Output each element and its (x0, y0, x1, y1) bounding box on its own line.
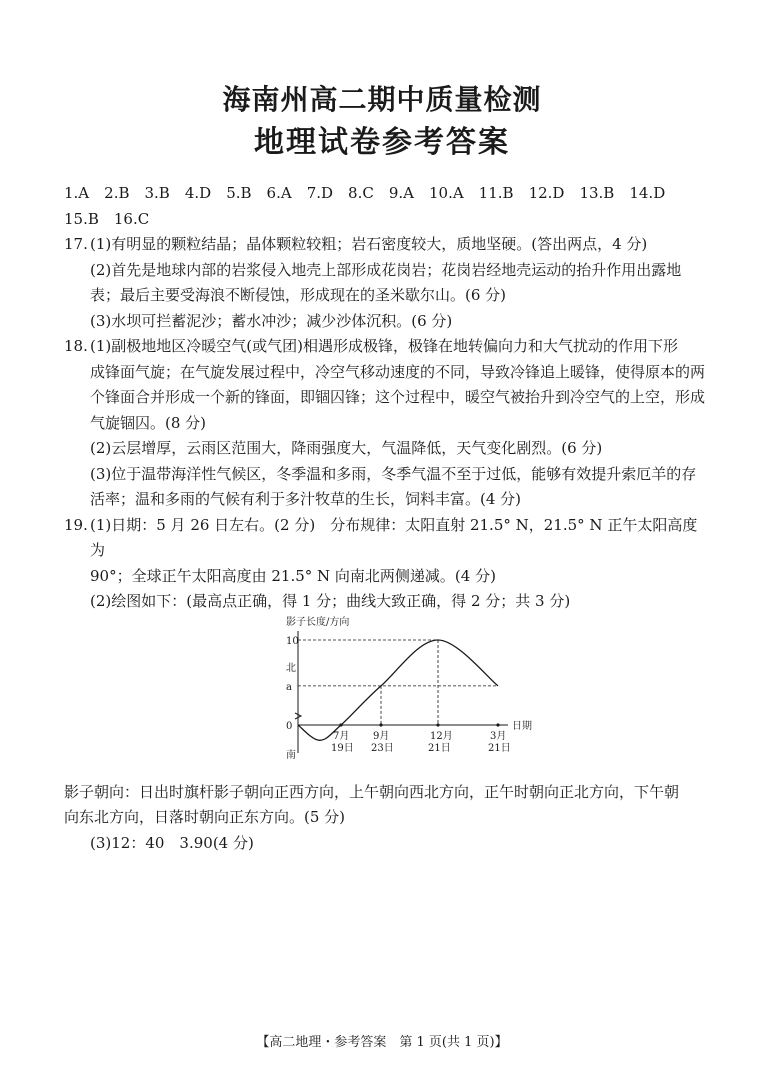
y-tick-label: 南 (286, 749, 296, 761)
mc-answer: 11.B (478, 184, 514, 202)
mc-answer: 14.D (629, 184, 666, 202)
answer-text: 影子朝向：日出时旗杆影子朝向正西方向，上午朝向西北方向，正午时朝向正北方向，下午朝 (64, 782, 680, 801)
y-tick-label: 10 (286, 635, 299, 647)
answer-text: 活率；温和多雨的气候有利于多汁牧草的生长，饲料丰富。(4 分) (90, 490, 522, 508)
answer-text: (1)日期：5 月 26 日左右。(2 分) 分布规律：太阳直射 21.5° N，21.5° N 正午太阳高度为 (90, 515, 698, 559)
answer-text: (3)水坝可拦蓄泥沙；蓄水冲沙；减少沙体沉积。(6 分) (90, 311, 453, 330)
answer-text: 成锋面气旋；在气旋发展过程中，冷空气移动速度的不同，导致冷锋追上暖锋，使得原本的两 (90, 362, 706, 381)
mc-answer: 3.B (144, 184, 170, 202)
y-tick-label: a (286, 681, 292, 693)
y-tick-label: 0 (286, 720, 293, 732)
answer-text: (2)云层增厚，云雨区范围大，降雨强度大，气温降低，天气变化剧烈。(6 分) (90, 439, 603, 457)
answer-text: 个锋面合并形成一个新的锋面，即锢囚锋；这个过程中，暖空气被抬升到冷空气的上空，形成 (90, 388, 706, 406)
x-tick-point (379, 723, 382, 726)
answer-text: 表；最后主要受海浪不断侵蚀，形成现在的圣米歇尔山。(6 分) (90, 286, 507, 304)
x-tick-month: 7月 (333, 730, 350, 742)
mc-answer: 15.B (64, 209, 99, 228)
x-tick-month: 9月 (373, 730, 390, 742)
answer-text: 90°；全球正午太阳高度由 21.5° N 向南北两侧递减。(4 分) (90, 566, 496, 585)
mc-answer: 16.C (113, 209, 150, 228)
mc-answers-row-1 (64, 181, 708, 207)
question-number: 19. (64, 515, 88, 534)
answer-text: 气旋锢囚。(8 分) (90, 413, 207, 432)
y-axis-title: 影子长度/方向 (286, 616, 350, 628)
x-tick-point (339, 723, 342, 726)
question-17 (64, 232, 708, 334)
shadow-chart (90, 615, 708, 780)
x-tick-point (436, 723, 439, 726)
answer-text: (1)副极地地区冷暖空气(或气团)相遇形成极锋，极锋在地转偏向力和大气扰动的作用下形 (90, 337, 678, 355)
x-tick-day: 19日 (331, 742, 354, 754)
answer-content (64, 181, 708, 856)
y-tick-label: 北 (286, 662, 296, 674)
mc-answer: 12.D (528, 184, 565, 202)
answer-text: (1)有明显的颗粒结晶；晶体颗粒较粗；岩石密度较大，质地坚硬。(答出两点，4 分) (90, 235, 648, 253)
x-tick-day: 23日 (371, 742, 394, 754)
question-18 (64, 334, 708, 513)
mc-answer: 7.D (306, 184, 334, 202)
question-number: 17. (64, 235, 88, 253)
question-number: 18. (64, 337, 88, 355)
x-tick-day: 21日 (428, 742, 451, 754)
answer-text: (3)位于温带海洋性气候区，冬季温和多雨，冬季气温不至于过低，能够有效提升索厄羊的存 (90, 464, 697, 483)
mc-answer: 1.A (64, 184, 90, 202)
shadow-chart-svg (286, 615, 546, 775)
answer-text: (2)绘图如下：(最高点正确，得 1 分；曲线大致正确，得 2 分；共 3 分) (90, 592, 571, 610)
mc-answer: 10.A (428, 184, 464, 202)
mc-answer: 2.B (104, 184, 130, 202)
mc-answer: 8.C (348, 184, 374, 202)
answer-text: (3)12：40 3.90(4 分) (90, 833, 254, 852)
mc-answer: 13.B (579, 184, 615, 202)
x-tick-day: 21日 (488, 742, 511, 754)
x-tick-month: 12月 (430, 730, 453, 742)
answer-text: (2)首先是地球内部的岩浆侵入地壳上部形成花岗岩；花岗岩经地壳运动的抬升作用出露地 (90, 260, 682, 279)
mc-answer: 9.A (388, 184, 414, 202)
mc-answer: 5.B (226, 184, 252, 202)
page-title: 海南州高二期中质量检测 (222, 83, 542, 116)
mc-answer: 4.D (184, 184, 212, 202)
x-tick-point (496, 723, 499, 726)
mc-answers-row-2 (64, 207, 708, 233)
x-axis-title: 日期 (512, 720, 532, 732)
answer-text: 向东北方向，日落时朝向正东方向。(5 分) (64, 808, 346, 826)
x-tick-month: 3月 (490, 730, 507, 742)
page-footer: 【高二地理・参考答案 第 1 页(共 1 页)】 (256, 1035, 508, 1050)
question-19 (64, 513, 708, 857)
page-subtitle: 地理试卷参考答案 (254, 125, 510, 160)
mc-answer: 6.A (266, 184, 292, 202)
